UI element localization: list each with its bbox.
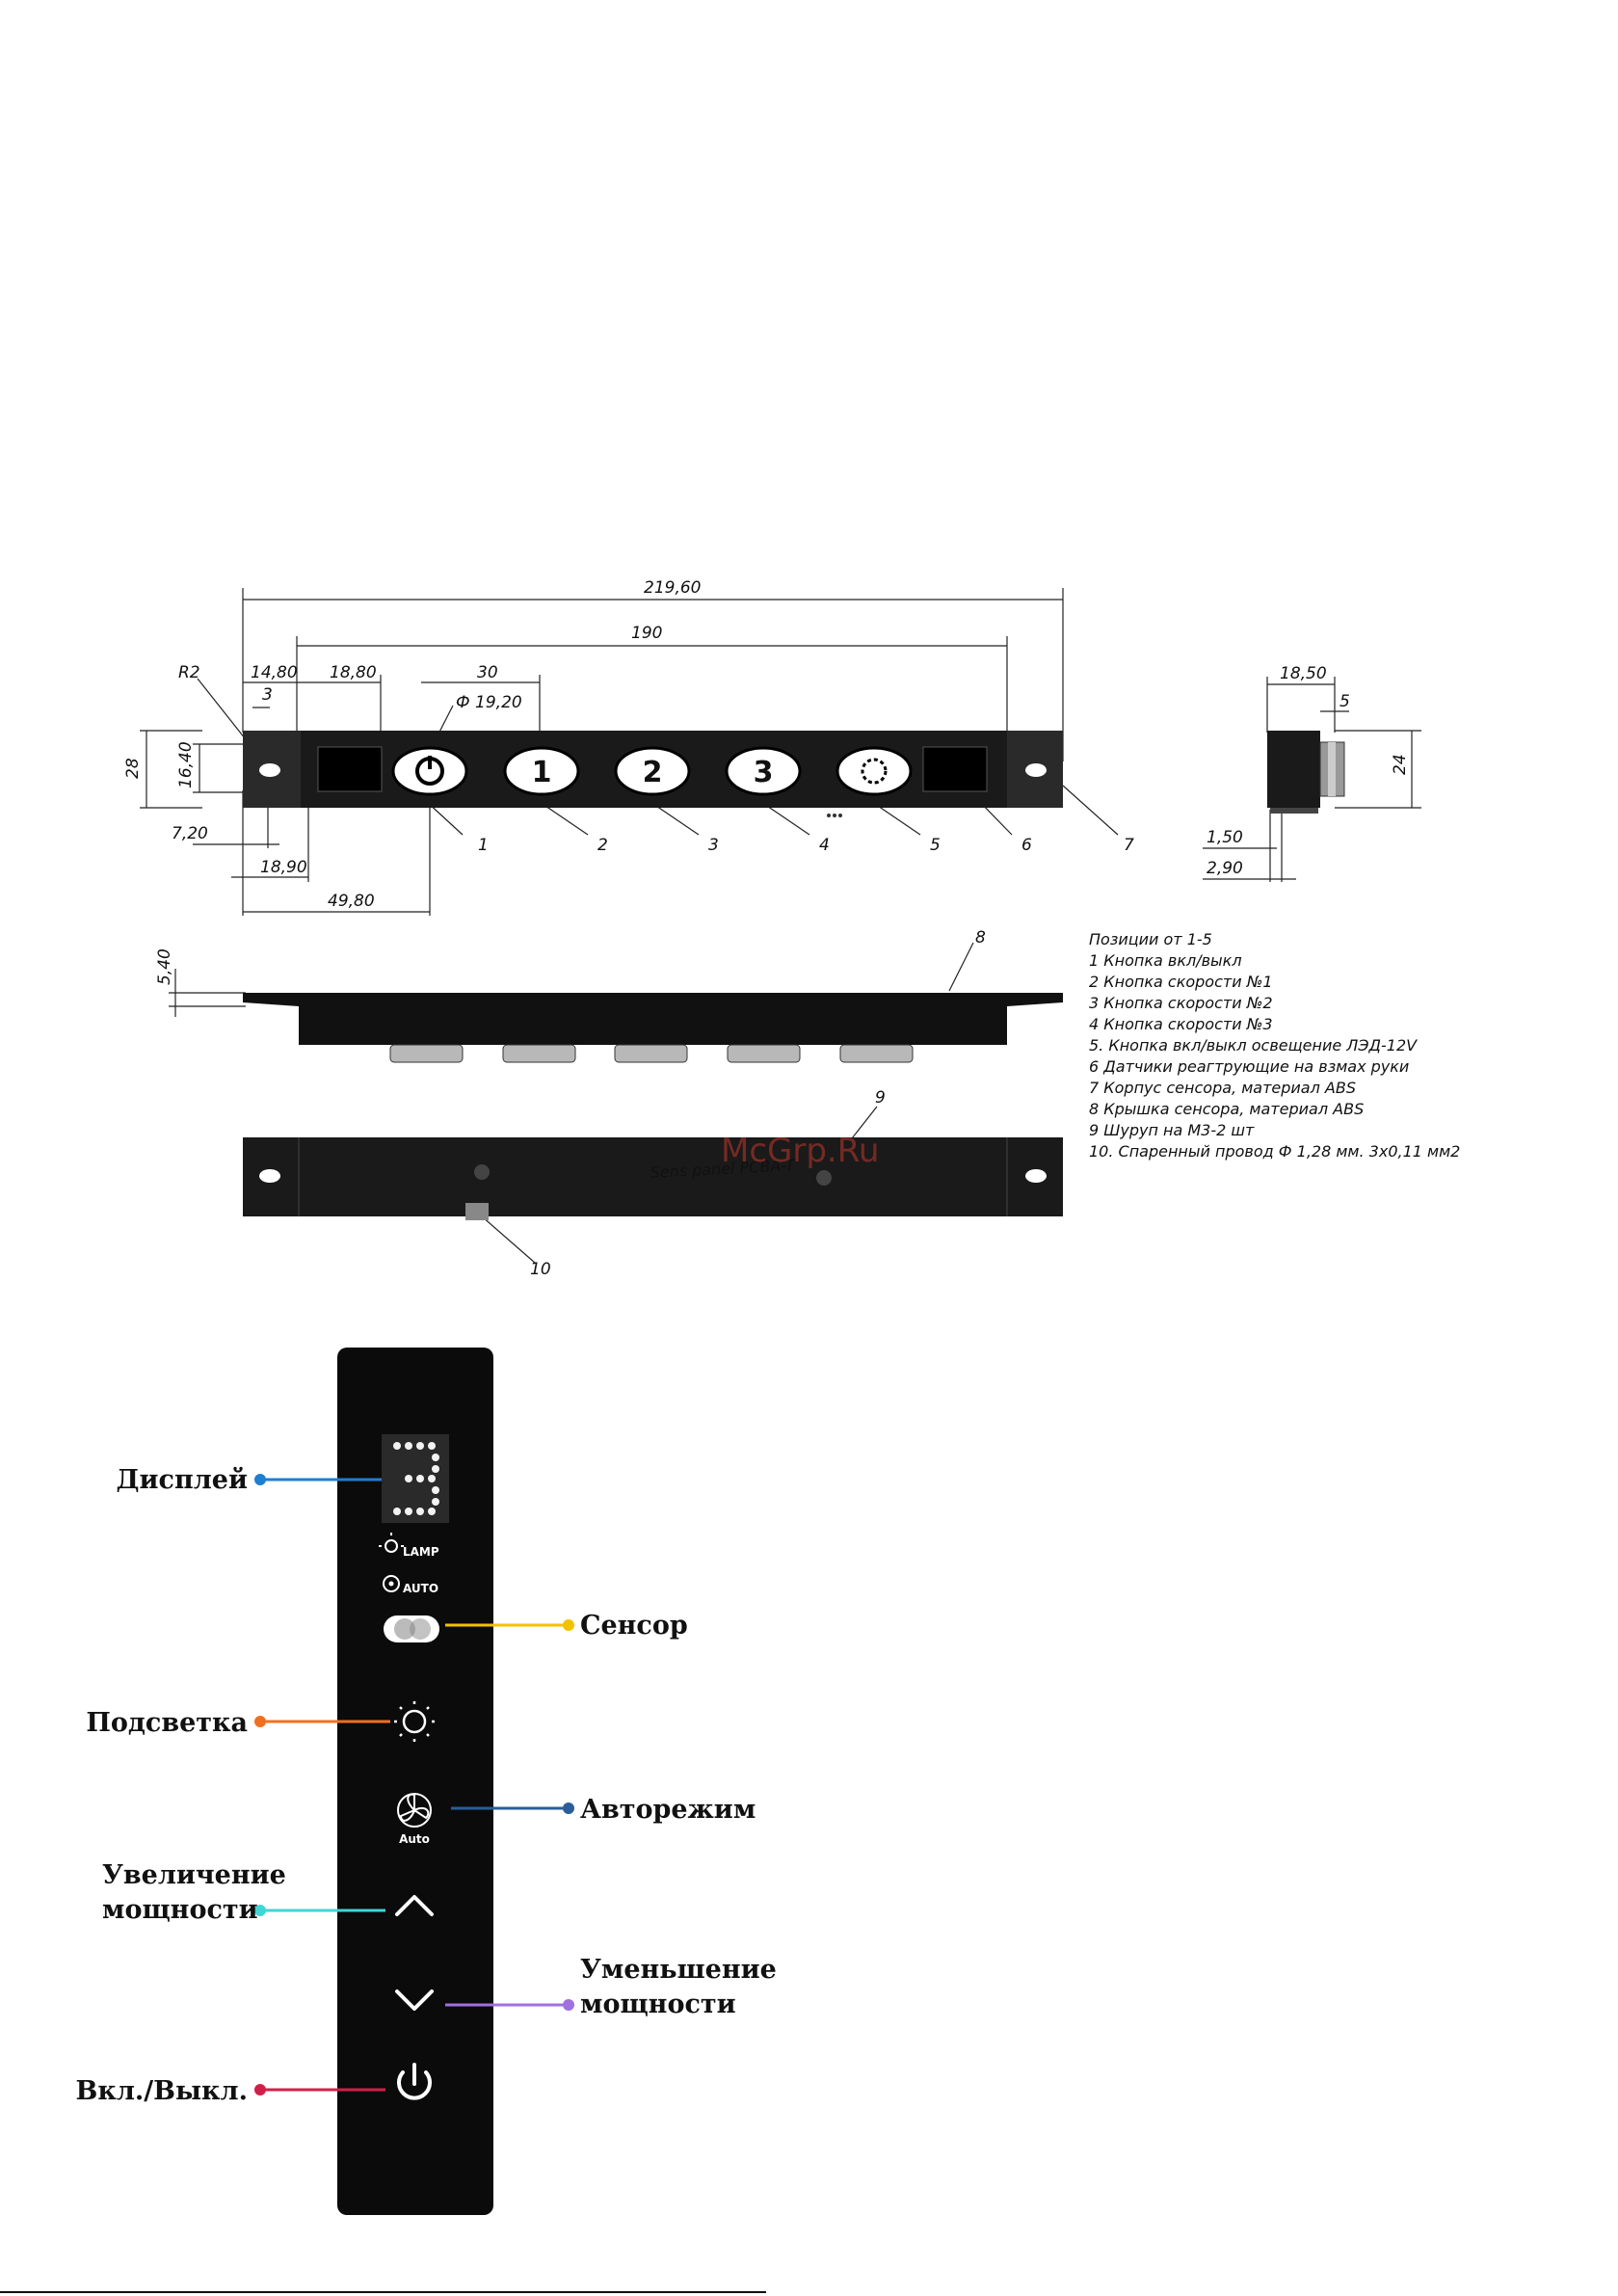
position-10: 10 xyxy=(530,1260,551,1279)
dim-5-40: 5,40 xyxy=(155,948,174,985)
auto-label: Auto xyxy=(399,1832,430,1846)
position-2: 2 xyxy=(597,836,608,855)
dim-3: 3 xyxy=(262,685,273,705)
bottom-panel-label: Sens panel PCBA-T xyxy=(650,1156,796,1182)
legend-line: 10. Спаренный провод Ф 1,28 мм. 3х0,11 мм2 xyxy=(1089,1142,1461,1161)
button-label-3: 3 xyxy=(753,756,774,789)
legend-line: Позиции от 1-5 xyxy=(1089,930,1212,948)
callout-display: Дисплей xyxy=(116,1465,248,1495)
dim-14-80: 14,80 xyxy=(251,663,298,682)
legend-line: 6 Датчики реагтрующие на взмах руки xyxy=(1089,1057,1410,1076)
callout-decrease-line1: Уменьшение xyxy=(580,1955,777,1985)
button-label-2: 2 xyxy=(642,756,663,789)
callout-increase-line1: Увеличение xyxy=(102,1860,286,1890)
lamp-label: LAMP xyxy=(403,1545,439,1559)
position-5: 5 xyxy=(930,836,941,855)
front-view xyxy=(243,731,1063,817)
dim-18-90: 18,90 xyxy=(260,858,307,877)
legend-line: 9 Шуруп на М3-2 шт xyxy=(1089,1121,1255,1139)
button-label-1: 1 xyxy=(531,756,552,789)
position-9: 9 xyxy=(875,1088,886,1108)
legend-line: 4 Кнопка скорости №3 xyxy=(1089,1015,1273,1033)
auto-small-label: AUTO xyxy=(403,1582,439,1595)
position-7: 7 xyxy=(1124,836,1134,855)
position-1: 1 xyxy=(478,836,489,855)
watermark: McGrp.Ru xyxy=(721,1132,880,1170)
callout-decrease-line2: мощности xyxy=(580,1989,736,2019)
dim-side-5: 5 xyxy=(1339,692,1350,711)
dim-side-1-50: 1,50 xyxy=(1207,828,1243,847)
legend-line: 3 Кнопка скорости №2 xyxy=(1089,994,1273,1012)
legend-line: 2 Кнопка скорости №1 xyxy=(1089,973,1273,991)
side-view xyxy=(1267,731,1344,814)
dim-overall: 219,60 xyxy=(644,578,702,598)
control-panel xyxy=(337,1348,493,2215)
dim-side-2-90: 2,90 xyxy=(1207,859,1243,878)
profile-view xyxy=(243,993,1063,1062)
dim-18-80: 18,80 xyxy=(330,663,377,682)
sensor-icon[interactable] xyxy=(384,1615,439,1642)
callout-auto-mode: Авторежим xyxy=(580,1795,756,1825)
dim-16-40: 16,40 xyxy=(176,741,196,788)
dim-7-20: 7,20 xyxy=(172,824,208,843)
dim-side-18-50: 18,50 xyxy=(1280,664,1327,683)
dim-side-24: 24 xyxy=(1391,754,1410,775)
position-4: 4 xyxy=(819,836,830,855)
legend-line: 7 Корпус сенсора, материал ABS xyxy=(1089,1079,1356,1097)
position-8: 8 xyxy=(975,928,986,948)
dim-28: 28 xyxy=(123,758,143,779)
callout-power: Вкл./Выкл. xyxy=(75,2076,248,2106)
dim-r2: R2 xyxy=(178,663,200,682)
position-6: 6 xyxy=(1021,836,1032,855)
led-display xyxy=(382,1434,449,1523)
dim-49-80: 49,80 xyxy=(328,892,375,911)
dim-phi: Ф 19,20 xyxy=(456,693,522,712)
callout-sensor: Сенсор xyxy=(580,1611,688,1641)
legend-line: 1 Кнопка вкл/выкл xyxy=(1089,951,1242,970)
legend-line: 8 Крышка сенсора, материал ABS xyxy=(1089,1100,1365,1118)
power-button-drawing xyxy=(393,748,466,794)
dim-inner: 190 xyxy=(631,624,663,643)
position-3: 3 xyxy=(708,836,719,855)
legend-line: 5. Кнопка вкл/выкл освещение ЛЭД-12V xyxy=(1089,1036,1418,1055)
positions-legend xyxy=(1089,930,1460,1161)
light-button-drawing xyxy=(837,748,911,794)
callout-increase-line2: мощности xyxy=(102,1895,258,1925)
dim-30: 30 xyxy=(477,663,498,682)
callout-backlight: Подсветка xyxy=(86,1708,248,1738)
